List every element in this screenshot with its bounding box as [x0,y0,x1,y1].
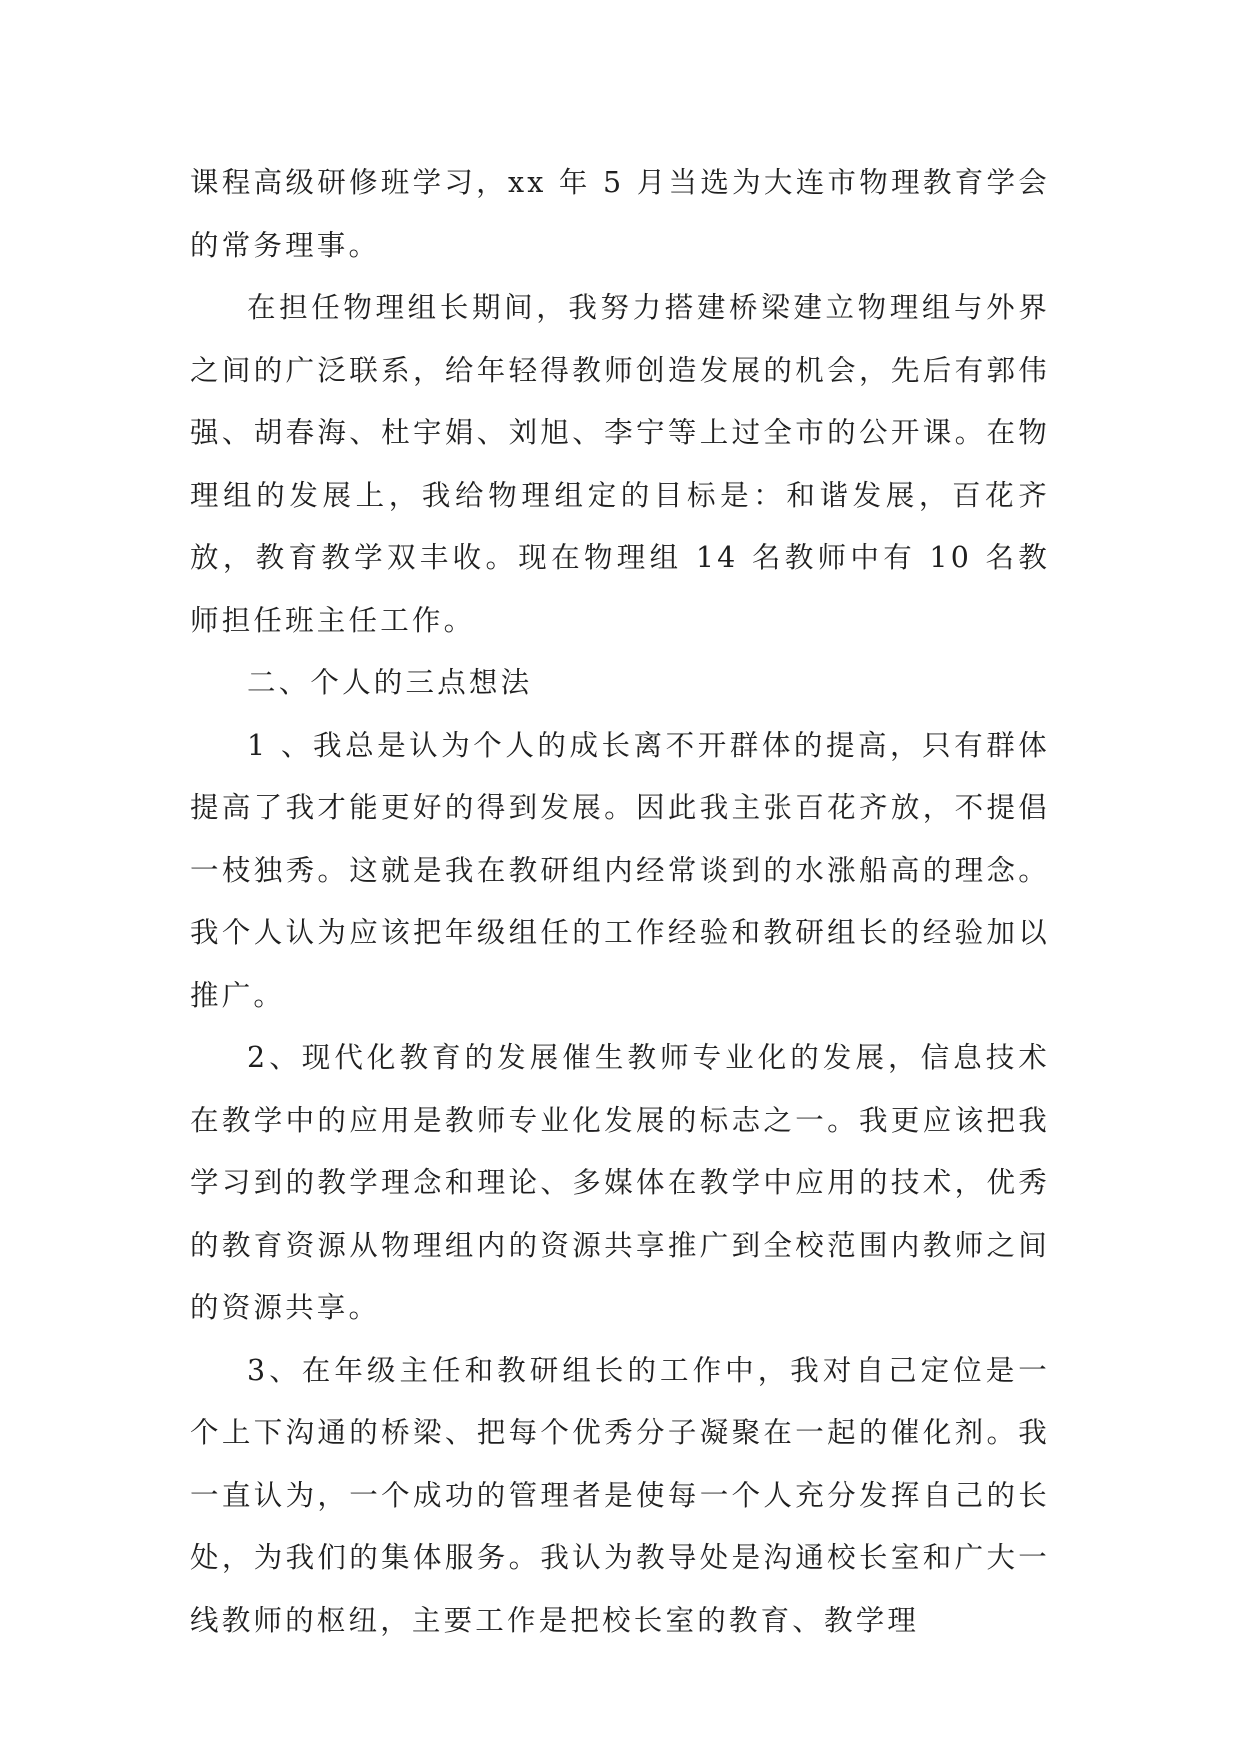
paragraph-point-1: 1 、我总是认为个人的成长离不开群体的提高，只有群体提高了我才能更好的得到发展。因此我主张百花齐放，不提倡一枝独秀。这就是我在教研组内经常谈到的水涨船高的理念。我个人认为应该把年级组任的工作经验和教研组长的经验加以推广。 [190,728,1050,1012]
document-body [190,152,1050,1652]
paragraph-point-3: 3、在年级主任和教研组长的工作中，我对自己定位是一个上下沟通的桥梁、把每个优秀分子凝聚在一起的催化剂。我一直认为，一个成功的管理者是使每一个人充分发挥自己的长处，为我们的集体服务。我认为教导处是沟通校长室和广大一线教师的枢纽，主要工作是把校长室的教育、教学理 [190,1353,1050,1637]
paragraph-2: 在担任物理组长期间，我努力搭建桥梁建立物理组与外界之间的广泛联系，给年轻得教师创造发展的机会，先后有郭伟强、胡春海、杜宇娟、刘旭、李宁等上过全市的公开课。在物理组的发展上，我给物理组定的目标是：和谐发展，百花齐放，教育教学双丰收。现在物理组 14 名教师中有 10 名教师担任班主任工作。 [190,291,1050,637]
paragraph-point-2: 2、现代化教育的发展催生教师专业化的发展，信息技术在教学中的应用是教师专业化发展的标志之一。我更应该把我学习到的教学理念和理论、多媒体在教学中应用的技术，优秀的教育资源从物理组内的资源共享推广到全校范围内教师之间的资源共享。 [190,1041,1050,1324]
paragraph-1: 课程高级研修班学习，xx 年 5 月当选为大连市物理教育学会的常务理事。 [190,166,1050,262]
section-heading: 二、个人的三点想法 [247,666,533,699]
